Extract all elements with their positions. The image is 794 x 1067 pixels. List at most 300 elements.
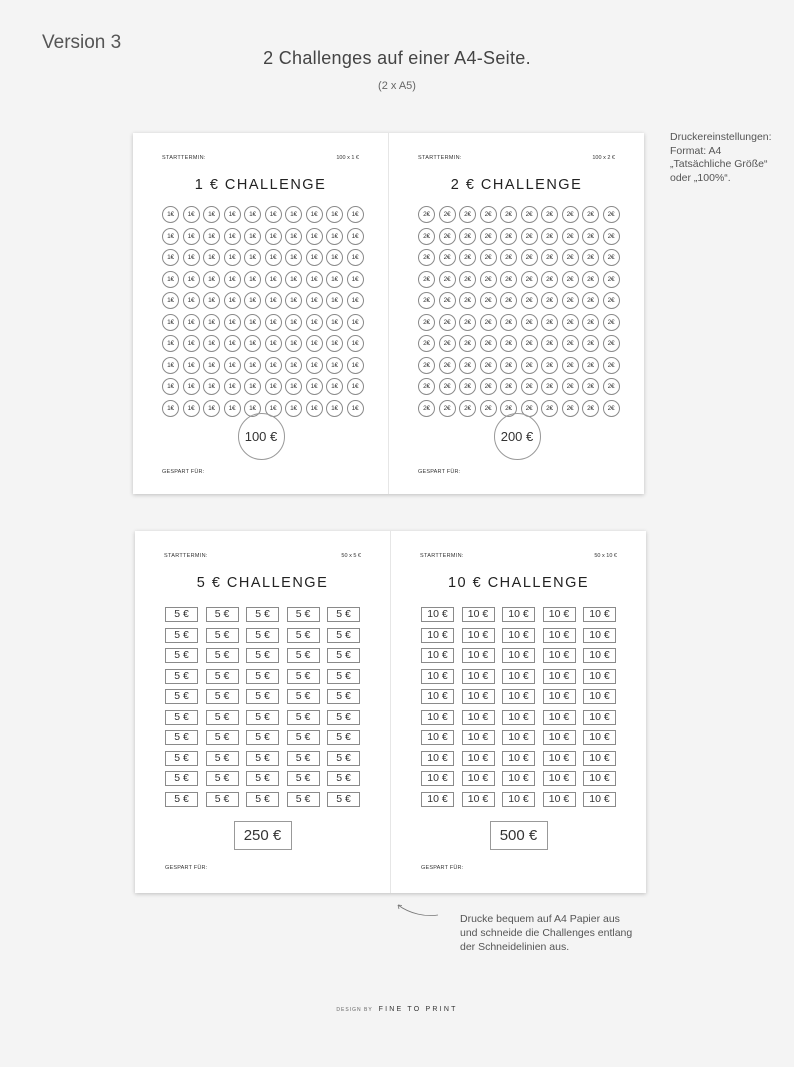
total-box: 250 € xyxy=(234,821,292,850)
note-cell: 5 € xyxy=(287,771,320,786)
note-cell: 10 € xyxy=(583,648,616,663)
coin-cell: 1€ xyxy=(285,206,302,223)
coin-cell: 2€ xyxy=(418,292,435,309)
coin-cell: 2€ xyxy=(582,400,599,417)
note-cell: 5 € xyxy=(246,628,279,643)
note-cell: 5 € xyxy=(246,669,279,684)
coin-cell: 1€ xyxy=(183,292,200,309)
coin-cell: 1€ xyxy=(162,206,179,223)
coin-cell: 1€ xyxy=(244,314,261,331)
coin-cell: 2€ xyxy=(521,378,538,395)
coin-cell: 2€ xyxy=(439,335,456,352)
note-cell: 5 € xyxy=(206,628,239,643)
coin-cell: 1€ xyxy=(244,206,261,223)
coin-cell: 1€ xyxy=(224,249,241,266)
note-cell: 5 € xyxy=(206,607,239,622)
coin-cell: 2€ xyxy=(439,249,456,266)
note-cell: 10 € xyxy=(583,669,616,684)
note-cell: 5 € xyxy=(165,689,198,704)
coin-cell: 1€ xyxy=(224,292,241,309)
coin-cell: 1€ xyxy=(285,357,302,374)
note-cell: 10 € xyxy=(543,669,576,684)
saved-for-label: GESPART FÜR: xyxy=(165,865,208,871)
coin-cell: 1€ xyxy=(306,314,323,331)
coin-cell: 2€ xyxy=(500,314,517,331)
coin-cell: 2€ xyxy=(418,335,435,352)
coin-cell: 1€ xyxy=(347,292,364,309)
note-cell: 5 € xyxy=(327,710,360,725)
note-cell: 5 € xyxy=(287,607,320,622)
note-cell: 10 € xyxy=(583,771,616,786)
coin-cell: 2€ xyxy=(582,249,599,266)
coin-cell: 2€ xyxy=(439,400,456,417)
coin-cell: 1€ xyxy=(326,378,343,395)
coin-cell: 2€ xyxy=(582,335,599,352)
note-cell: 10 € xyxy=(421,628,454,643)
coin-cell: 1€ xyxy=(183,335,200,352)
coin-cell: 1€ xyxy=(347,228,364,245)
coin-cell: 2€ xyxy=(603,206,620,223)
coin-cell: 1€ xyxy=(244,335,261,352)
coin-cell: 2€ xyxy=(521,271,538,288)
coin-cell: 2€ xyxy=(459,378,476,395)
note-cell: 10 € xyxy=(583,689,616,704)
coin-cell: 1€ xyxy=(285,271,302,288)
coin-cell: 2€ xyxy=(480,249,497,266)
coin-cell: 2€ xyxy=(418,206,435,223)
start-date-label: STARTTERMIN: xyxy=(418,155,462,161)
a4-sheet-coins xyxy=(133,133,644,494)
note-cell: 10 € xyxy=(462,771,495,786)
coin-cell: 1€ xyxy=(162,400,179,417)
coin-cell: 1€ xyxy=(347,400,364,417)
coin-cell: 2€ xyxy=(480,314,497,331)
coin-cell: 1€ xyxy=(162,378,179,395)
coin-cell: 2€ xyxy=(562,335,579,352)
coin-cell: 1€ xyxy=(326,271,343,288)
note-cell: 5 € xyxy=(165,628,198,643)
challenge-title: 1 € CHALLENGE xyxy=(194,177,327,193)
coin-cell: 1€ xyxy=(183,271,200,288)
count-label: 100 x 2 € xyxy=(592,155,615,161)
coin-cell: 1€ xyxy=(285,292,302,309)
coin-cell: 1€ xyxy=(306,249,323,266)
coin-cell: 1€ xyxy=(285,400,302,417)
note-cell: 10 € xyxy=(583,710,616,725)
coin-cell: 1€ xyxy=(265,335,282,352)
coin-cell: 2€ xyxy=(500,206,517,223)
coin-cell: 1€ xyxy=(183,378,200,395)
coin-cell: 1€ xyxy=(265,228,282,245)
note-cell: 10 € xyxy=(421,792,454,807)
note-cell: 10 € xyxy=(543,607,576,622)
coin-cell: 2€ xyxy=(418,378,435,395)
start-date-label: STARTTERMIN: xyxy=(420,553,464,559)
coin-cell: 2€ xyxy=(521,335,538,352)
note-cell: 10 € xyxy=(543,648,576,663)
coin-cell: 1€ xyxy=(326,335,343,352)
coin-grid xyxy=(418,206,619,417)
note-cell: 10 € xyxy=(421,771,454,786)
coin-cell: 2€ xyxy=(603,400,620,417)
coin-cell: 2€ xyxy=(480,206,497,223)
coin-cell: 1€ xyxy=(306,335,323,352)
instruction-line: der Schneidelinien aus. xyxy=(460,941,570,953)
note-cell: 10 € xyxy=(543,792,576,807)
coin-cell: 2€ xyxy=(541,400,558,417)
coin-cell: 2€ xyxy=(439,314,456,331)
coin-cell: 2€ xyxy=(439,292,456,309)
coin-cell: 2€ xyxy=(521,357,538,374)
coin-cell: 2€ xyxy=(500,335,517,352)
instruction-line: und schneide die Challenges entlang xyxy=(460,927,633,939)
version-label: Version 3 xyxy=(42,32,122,53)
note-cell: 5 € xyxy=(206,689,239,704)
note-cell: 10 € xyxy=(583,792,616,807)
coin-cell: 2€ xyxy=(562,249,579,266)
note-cell: 5 € xyxy=(287,792,320,807)
coin-cell: 1€ xyxy=(285,335,302,352)
coin-cell: 2€ xyxy=(603,271,620,288)
coin-cell: 1€ xyxy=(285,378,302,395)
note-cell: 5 € xyxy=(246,689,279,704)
note-cell: 5 € xyxy=(165,607,198,622)
note-cell: 5 € xyxy=(246,751,279,766)
note-cell: 5 € xyxy=(165,669,198,684)
coin-cell: 2€ xyxy=(480,378,497,395)
coin-cell: 2€ xyxy=(439,378,456,395)
coin-cell: 1€ xyxy=(183,357,200,374)
challenge-panel-2-euro xyxy=(388,133,644,494)
coin-cell: 2€ xyxy=(582,378,599,395)
note-cell: 10 € xyxy=(421,689,454,704)
coin-cell: 1€ xyxy=(203,206,220,223)
note-cell: 5 € xyxy=(206,792,239,807)
note-cell: 10 € xyxy=(462,669,495,684)
coin-cell: 2€ xyxy=(418,314,435,331)
coin-cell: 1€ xyxy=(306,357,323,374)
saved-for-label: GESPART FÜR: xyxy=(162,469,205,475)
coin-cell: 1€ xyxy=(244,357,261,374)
note-cell: 10 € xyxy=(543,751,576,766)
coin-cell: 2€ xyxy=(562,292,579,309)
note-cell: 10 € xyxy=(583,730,616,745)
note-cell: 10 € xyxy=(543,689,576,704)
challenge-title: 10 € CHALLENGE xyxy=(447,575,590,591)
coin-cell: 2€ xyxy=(562,206,579,223)
coin-cell: 2€ xyxy=(480,271,497,288)
coin-cell: 1€ xyxy=(265,249,282,266)
coin-cell: 2€ xyxy=(439,271,456,288)
coin-cell: 1€ xyxy=(326,228,343,245)
coin-cell: 2€ xyxy=(480,400,497,417)
coin-cell: 1€ xyxy=(347,335,364,352)
coin-cell: 1€ xyxy=(224,400,241,417)
coin-cell: 1€ xyxy=(162,228,179,245)
note-cell: 5 € xyxy=(206,751,239,766)
coin-cell: 1€ xyxy=(347,271,364,288)
coin-cell: 2€ xyxy=(418,271,435,288)
coin-cell: 2€ xyxy=(480,357,497,374)
coin-cell: 2€ xyxy=(541,335,558,352)
note-cell: 5 € xyxy=(327,648,360,663)
coin-cell: 1€ xyxy=(306,271,323,288)
challenge-panel-1-euro xyxy=(133,133,388,494)
coin-cell: 1€ xyxy=(244,228,261,245)
note-cell: 10 € xyxy=(502,730,535,745)
note-cell: 5 € xyxy=(206,669,239,684)
note-cell: 5 € xyxy=(206,730,239,745)
coin-cell: 1€ xyxy=(224,335,241,352)
coin-cell: 2€ xyxy=(418,357,435,374)
coin-cell: 2€ xyxy=(521,314,538,331)
count-label: 50 x 5 € xyxy=(341,553,361,559)
count-label: 50 x 10 € xyxy=(594,553,617,559)
note-cell: 5 € xyxy=(246,710,279,725)
total-circle: 200 € xyxy=(494,413,541,460)
coin-cell: 2€ xyxy=(562,228,579,245)
coin-cell: 2€ xyxy=(582,357,599,374)
coin-cell: 1€ xyxy=(265,357,282,374)
note-cell: 10 € xyxy=(421,730,454,745)
total-circle: 100 € xyxy=(238,413,285,460)
coin-cell: 2€ xyxy=(541,249,558,266)
coin-cell: 2€ xyxy=(541,292,558,309)
start-date-label: STARTTERMIN: xyxy=(162,155,206,161)
coin-cell: 1€ xyxy=(203,357,220,374)
note-cell: 10 € xyxy=(462,607,495,622)
note-cell: 10 € xyxy=(502,607,535,622)
note-cell: 5 € xyxy=(327,792,360,807)
note-cell: 10 € xyxy=(502,751,535,766)
note-cell: 10 € xyxy=(583,751,616,766)
saved-for-label: GESPART FÜR: xyxy=(421,865,464,871)
note-cell: 10 € xyxy=(421,607,454,622)
coin-cell: 1€ xyxy=(224,357,241,374)
challenge-panel-5-euro xyxy=(135,531,390,893)
note-cell: 5 € xyxy=(206,710,239,725)
coin-cell: 1€ xyxy=(285,249,302,266)
coin-cell: 1€ xyxy=(203,378,220,395)
coin-cell: 2€ xyxy=(562,378,579,395)
coin-cell: 2€ xyxy=(541,228,558,245)
note-cell: 10 € xyxy=(421,751,454,766)
coin-cell: 2€ xyxy=(541,357,558,374)
printer-note-line: Druckereinstellungen: xyxy=(670,131,772,143)
coin-cell: 1€ xyxy=(162,314,179,331)
coin-cell: 1€ xyxy=(203,249,220,266)
note-cell: 5 € xyxy=(246,792,279,807)
coin-cell: 2€ xyxy=(541,206,558,223)
coin-cell: 2€ xyxy=(418,228,435,245)
design-by-label: DESIGN BY xyxy=(336,1007,373,1013)
coin-cell: 2€ xyxy=(418,400,435,417)
coin-cell: 1€ xyxy=(265,271,282,288)
coin-cell: 1€ xyxy=(183,206,200,223)
printer-note-line: Format: A4 xyxy=(670,144,722,157)
coin-cell: 1€ xyxy=(265,206,282,223)
note-cell: 5 € xyxy=(287,689,320,704)
coin-cell: 2€ xyxy=(500,271,517,288)
coin-cell: 2€ xyxy=(439,357,456,374)
note-cell: 5 € xyxy=(287,751,320,766)
coin-cell: 1€ xyxy=(244,400,261,417)
printer-settings-note xyxy=(670,131,790,185)
note-cell: 10 € xyxy=(502,669,535,684)
note-cell: 5 € xyxy=(287,628,320,643)
coin-cell: 1€ xyxy=(306,400,323,417)
count-label: 100 x 1 € xyxy=(336,155,359,161)
coin-cell: 1€ xyxy=(265,378,282,395)
coin-cell: 1€ xyxy=(162,357,179,374)
coin-cell: 1€ xyxy=(162,271,179,288)
coin-cell: 1€ xyxy=(326,292,343,309)
coin-cell: 1€ xyxy=(203,292,220,309)
coin-cell: 1€ xyxy=(306,292,323,309)
coin-cell: 1€ xyxy=(306,206,323,223)
coin-cell: 1€ xyxy=(162,249,179,266)
coin-cell: 1€ xyxy=(203,400,220,417)
coin-cell: 2€ xyxy=(521,228,538,245)
note-grid xyxy=(165,607,360,807)
coin-cell: 1€ xyxy=(203,271,220,288)
note-cell: 5 € xyxy=(165,751,198,766)
coin-cell: 2€ xyxy=(603,335,620,352)
note-cell: 10 € xyxy=(462,648,495,663)
note-cell: 5 € xyxy=(246,730,279,745)
note-cell: 5 € xyxy=(246,648,279,663)
note-cell: 10 € xyxy=(583,607,616,622)
coin-cell: 1€ xyxy=(183,314,200,331)
coin-cell: 2€ xyxy=(603,249,620,266)
note-cell: 10 € xyxy=(583,628,616,643)
instruction-line: Drucke bequem auf A4 Papier aus xyxy=(460,913,620,925)
coin-cell: 2€ xyxy=(480,228,497,245)
coin-cell: 1€ xyxy=(224,314,241,331)
coin-cell: 2€ xyxy=(459,314,476,331)
challenge-title: 2 € CHALLENGE xyxy=(450,177,583,193)
note-cell: 10 € xyxy=(502,792,535,807)
coin-cell: 1€ xyxy=(224,206,241,223)
coin-cell: 2€ xyxy=(500,357,517,374)
note-cell: 5 € xyxy=(287,648,320,663)
coin-cell: 2€ xyxy=(582,292,599,309)
coin-cell: 2€ xyxy=(459,271,476,288)
coin-cell: 2€ xyxy=(562,400,579,417)
coin-cell: 2€ xyxy=(500,292,517,309)
coin-cell: 1€ xyxy=(306,228,323,245)
coin-cell: 1€ xyxy=(224,228,241,245)
coin-cell: 2€ xyxy=(562,314,579,331)
note-cell: 5 € xyxy=(165,648,198,663)
coin-cell: 1€ xyxy=(224,378,241,395)
note-cell: 5 € xyxy=(165,792,198,807)
note-cell: 10 € xyxy=(543,710,576,725)
coin-cell: 1€ xyxy=(203,228,220,245)
coin-cell: 2€ xyxy=(480,292,497,309)
note-cell: 10 € xyxy=(462,792,495,807)
note-cell: 5 € xyxy=(327,751,360,766)
coin-cell: 2€ xyxy=(603,228,620,245)
page-subtitle: (2 x A5) xyxy=(378,80,416,92)
coin-cell: 2€ xyxy=(541,271,558,288)
coin-cell: 2€ xyxy=(500,228,517,245)
coin-cell: 1€ xyxy=(347,249,364,266)
note-cell: 10 € xyxy=(502,710,535,725)
coin-cell: 2€ xyxy=(582,206,599,223)
coin-cell: 2€ xyxy=(439,206,456,223)
coin-grid xyxy=(162,206,363,417)
curved-arrow-icon xyxy=(394,900,444,920)
challenge-panel-10-euro xyxy=(390,531,646,893)
note-cell: 5 € xyxy=(246,771,279,786)
note-cell: 10 € xyxy=(502,771,535,786)
coin-cell: 1€ xyxy=(265,314,282,331)
coin-cell: 2€ xyxy=(459,335,476,352)
coin-cell: 1€ xyxy=(326,206,343,223)
note-cell: 5 € xyxy=(327,628,360,643)
note-cell: 5 € xyxy=(327,730,360,745)
note-cell: 10 € xyxy=(462,628,495,643)
coin-cell: 2€ xyxy=(459,228,476,245)
note-cell: 5 € xyxy=(327,669,360,684)
coin-cell: 1€ xyxy=(203,335,220,352)
coin-cell: 1€ xyxy=(326,400,343,417)
coin-cell: 1€ xyxy=(326,314,343,331)
note-cell: 5 € xyxy=(165,771,198,786)
note-cell: 5 € xyxy=(206,771,239,786)
coin-cell: 1€ xyxy=(162,335,179,352)
note-cell: 5 € xyxy=(287,730,320,745)
brand-name: FINE TO PRINT xyxy=(378,1006,458,1013)
coin-cell: 2€ xyxy=(500,249,517,266)
coin-cell: 2€ xyxy=(459,357,476,374)
note-cell: 5 € xyxy=(327,689,360,704)
coin-cell: 2€ xyxy=(459,292,476,309)
note-cell: 5 € xyxy=(165,730,198,745)
a4-sheet-notes xyxy=(135,531,646,893)
coin-cell: 1€ xyxy=(306,378,323,395)
coin-cell: 2€ xyxy=(480,335,497,352)
note-cell: 10 € xyxy=(462,710,495,725)
coin-cell: 2€ xyxy=(418,249,435,266)
note-cell: 10 € xyxy=(502,689,535,704)
note-cell: 10 € xyxy=(421,648,454,663)
note-cell: 5 € xyxy=(287,669,320,684)
coin-cell: 2€ xyxy=(500,378,517,395)
coin-cell: 2€ xyxy=(459,400,476,417)
coin-cell: 2€ xyxy=(521,400,538,417)
coin-cell: 2€ xyxy=(582,228,599,245)
note-cell: 5 € xyxy=(327,607,360,622)
coin-cell: 1€ xyxy=(285,228,302,245)
coin-cell: 1€ xyxy=(347,357,364,374)
coin-cell: 2€ xyxy=(582,271,599,288)
note-cell: 5 € xyxy=(165,710,198,725)
challenge-title: 5 € CHALLENGE xyxy=(196,575,329,591)
cutting-instructions xyxy=(460,912,632,954)
coin-cell: 1€ xyxy=(347,206,364,223)
coin-cell: 1€ xyxy=(265,292,282,309)
coin-cell: 2€ xyxy=(521,292,538,309)
printer-note-line: oder „100%“. xyxy=(670,171,731,184)
coin-cell: 2€ xyxy=(521,249,538,266)
coin-cell: 1€ xyxy=(183,228,200,245)
note-cell: 5 € xyxy=(287,710,320,725)
note-cell: 10 € xyxy=(543,628,576,643)
note-cell: 10 € xyxy=(462,751,495,766)
coin-cell: 1€ xyxy=(183,249,200,266)
